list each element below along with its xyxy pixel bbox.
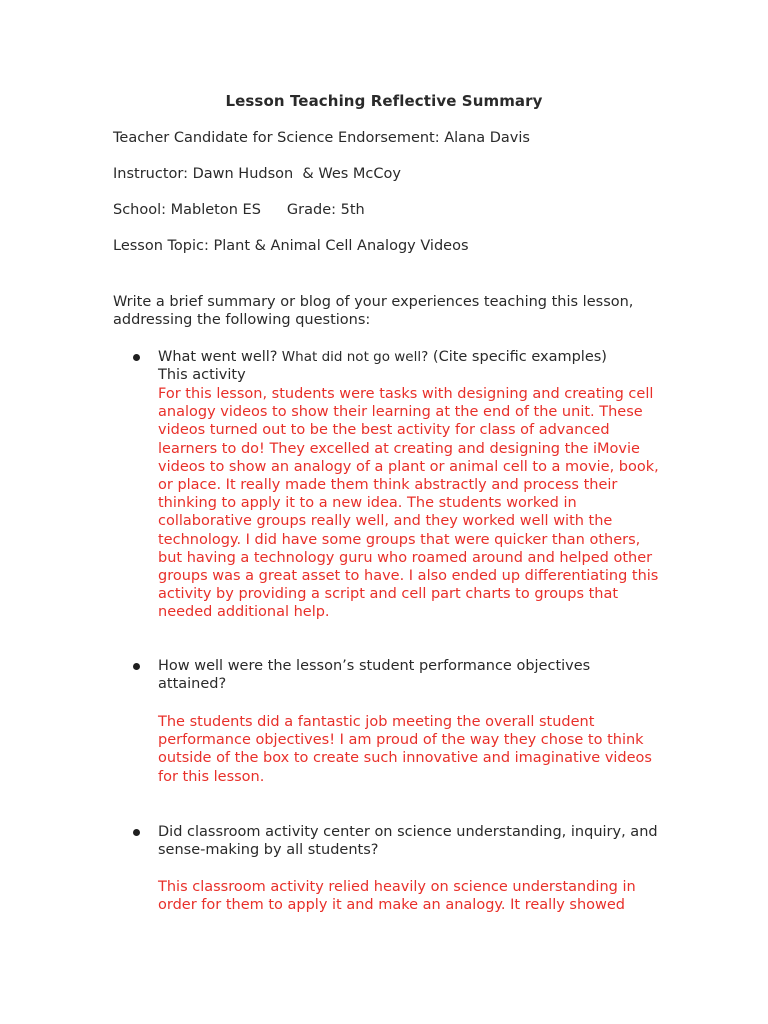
answer-1: For this lesson, students were tasks with designing and creating cell analogy videos to show their learning at the end of the unit. These videos turned out to be the best activity for class of advanced learners to do! They excelled at creating and designing the iMovie videos to show an analogy of a plant or animal cell to a movie, book, or place. It really made them think abstractly and process their thinking to apply it to a new idea. The students worked in collaborative groups really well, and they worked well with the technology. I did have some groups that were quicker than others, but having a technology guru who roamed around and helped other groups was a great asset to have. I also ended up differentiating this activity by providing a script and cell part charts to groups that needed additional help. <box>158 386 659 621</box>
topic-line: Lesson Topic: Plant & Animal Cell Analogy Videos <box>113 238 469 254</box>
question-2: How well were the lesson’s student performance objectives attained? <box>158 658 591 693</box>
question-3: Did classroom activity center on science understanding, inquiry, and sense-making by all students? <box>158 824 658 859</box>
question-1-rest: (Cite specific examples) <box>428 349 607 365</box>
bullet-icon <box>133 354 140 361</box>
bullet-icon <box>133 663 140 670</box>
intro-paragraph: Write a brief summary or blog of your experiences teaching this lesson, addressing the following questions: <box>113 294 634 329</box>
teacher-line: Teacher Candidate for Science Endorsement: Alana Davis <box>113 130 530 146</box>
school-value: School: Mableton ES <box>113 202 261 218</box>
answer-3: This classroom activity relied heavily on science understanding in order for them to apply it and make an analogy. It really showed <box>158 879 636 914</box>
question-1-lead: This activity <box>158 367 246 384</box>
grade-value: Grade: 5th <box>286 202 365 218</box>
school-line <box>113 202 365 218</box>
document-title: Lesson Teaching Reflective Summary <box>225 92 543 110</box>
answer-2: The students did a fantastic job meeting the overall student performance objectives! I am proud of the way they chose to think outside of the box to create such innovative and imaginative videos for this lesson. <box>158 714 652 785</box>
instructor-line: Instructor: Dawn Hudson & Wes McCoy <box>113 166 401 182</box>
question-1-main: What went well? <box>158 349 278 365</box>
question-1-small: What did not go well? <box>277 349 429 365</box>
question-1 <box>158 348 678 384</box>
bullet-icon <box>133 829 140 836</box>
